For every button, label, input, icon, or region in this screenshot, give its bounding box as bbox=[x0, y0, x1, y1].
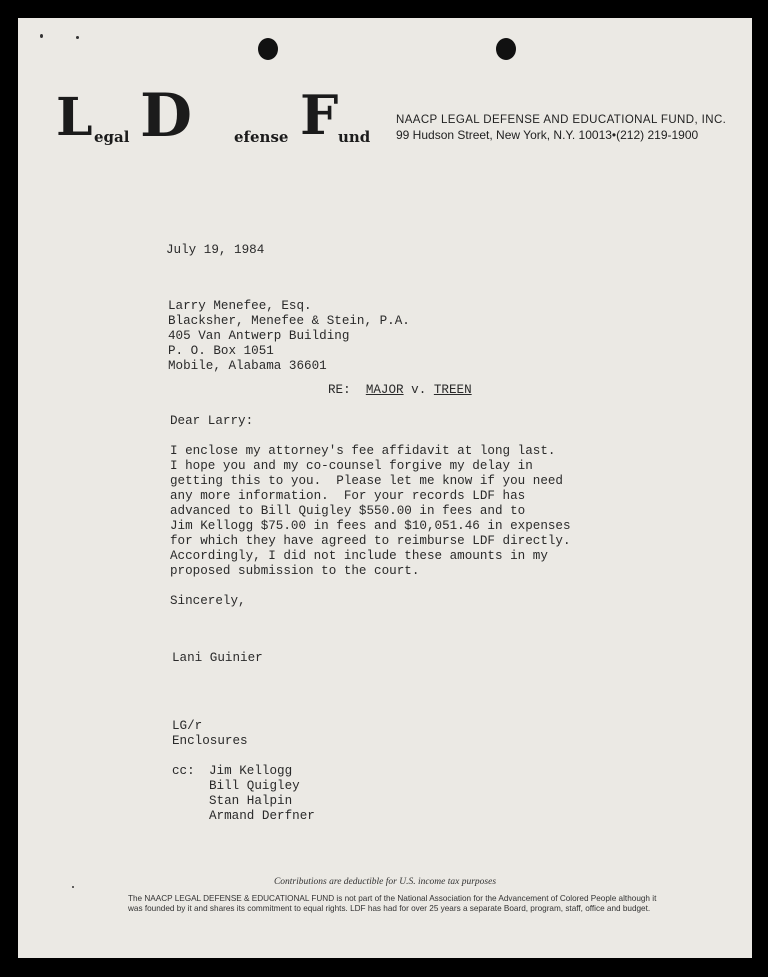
recipient-line: Blacksher, Menefee & Stein, P.A. bbox=[168, 314, 410, 328]
footer-disclaimer-line: The NAACP LEGAL DEFENSE & EDUCATIONAL FUND is not part of the National Association for the Advancement of Colored People although it bbox=[128, 894, 657, 903]
cc-recipient: Armand Derfner bbox=[209, 809, 315, 823]
cc-recipient: Bill Quigley bbox=[209, 779, 300, 793]
body-line: getting this to you. Please let me know if you need bbox=[170, 474, 563, 488]
ldf-logo bbox=[56, 81, 376, 151]
logo-text-und: und bbox=[338, 128, 371, 146]
case-versus: v. bbox=[411, 383, 427, 397]
signer-name: Lani Guinier bbox=[172, 651, 263, 665]
body-line: I enclose my attorney's fee affidavit at long last. bbox=[170, 444, 556, 458]
case-party-treen: TREEN bbox=[433, 383, 472, 397]
recipient-line: 405 Van Antwerp Building bbox=[168, 329, 350, 343]
organization-name: NAACP LEGAL DEFENSE AND EDUCATIONAL FUND, INC. bbox=[396, 114, 727, 126]
body-line: Accordingly, I did not include these amounts in my bbox=[170, 549, 548, 563]
scales-of-justice-icon bbox=[192, 96, 232, 136]
logo-letter-f: F bbox=[300, 83, 339, 147]
logo-letter-l: L bbox=[56, 87, 93, 148]
cc-recipient: Jim Kellogg bbox=[209, 764, 293, 778]
logo-text-egal: egal bbox=[94, 128, 130, 146]
footer-disclaimer bbox=[128, 894, 708, 914]
body-line: advanced to Bill Quigley $550.00 in fees and to bbox=[170, 504, 526, 518]
scan-speck bbox=[76, 36, 79, 39]
typist-initials: LG/r bbox=[172, 719, 203, 733]
cc-recipient: Stan Halpin bbox=[209, 794, 293, 808]
punch-hole-right bbox=[496, 38, 516, 60]
case-party-major: MAJOR bbox=[365, 383, 404, 397]
body-line: I hope you and my co-counsel forgive my delay in bbox=[170, 459, 533, 473]
recipient-line: Larry Menefee, Esq. bbox=[168, 299, 312, 313]
tax-deductible-note: Contributions are deductible for U.S. income tax purposes bbox=[273, 877, 497, 887]
cc-label: cc: bbox=[172, 764, 195, 778]
re-line bbox=[328, 383, 472, 399]
recipient-line: P. O. Box 1051 bbox=[168, 344, 274, 358]
body-line: any more information. For your records LDF has bbox=[170, 489, 526, 503]
logo-letter-d: D bbox=[140, 81, 193, 151]
footer-disclaimer-line: was founded by it and shares its commitment to equal rights. LDF has had for over 25 years a separate Board, program, staff, office and budget. bbox=[128, 904, 651, 913]
salutation: Dear Larry: bbox=[170, 414, 254, 428]
organization-address: 99 Hudson Street, New York, N.Y. 10013•(212) 219-1900 bbox=[396, 128, 699, 142]
enclosures-note: Enclosures bbox=[172, 734, 248, 748]
organization-info bbox=[396, 114, 736, 142]
body-line: Jim Kellogg $75.00 in fees and $10,051.46 in expenses bbox=[170, 519, 571, 533]
re-label: RE: bbox=[328, 383, 351, 397]
scan-speck bbox=[40, 34, 43, 38]
letter-page bbox=[18, 18, 752, 958]
logo-text-efense: efense bbox=[234, 128, 289, 146]
punch-hole-left bbox=[258, 38, 278, 60]
letter-date: July 19, 1984 bbox=[166, 243, 265, 257]
body-line: for which they have agreed to reimburse LDF directly. bbox=[170, 534, 571, 548]
body-line: proposed submission to the court. bbox=[170, 564, 420, 578]
closing: Sincerely, bbox=[170, 594, 246, 608]
recipient-line: Mobile, Alabama 36601 bbox=[168, 359, 327, 373]
